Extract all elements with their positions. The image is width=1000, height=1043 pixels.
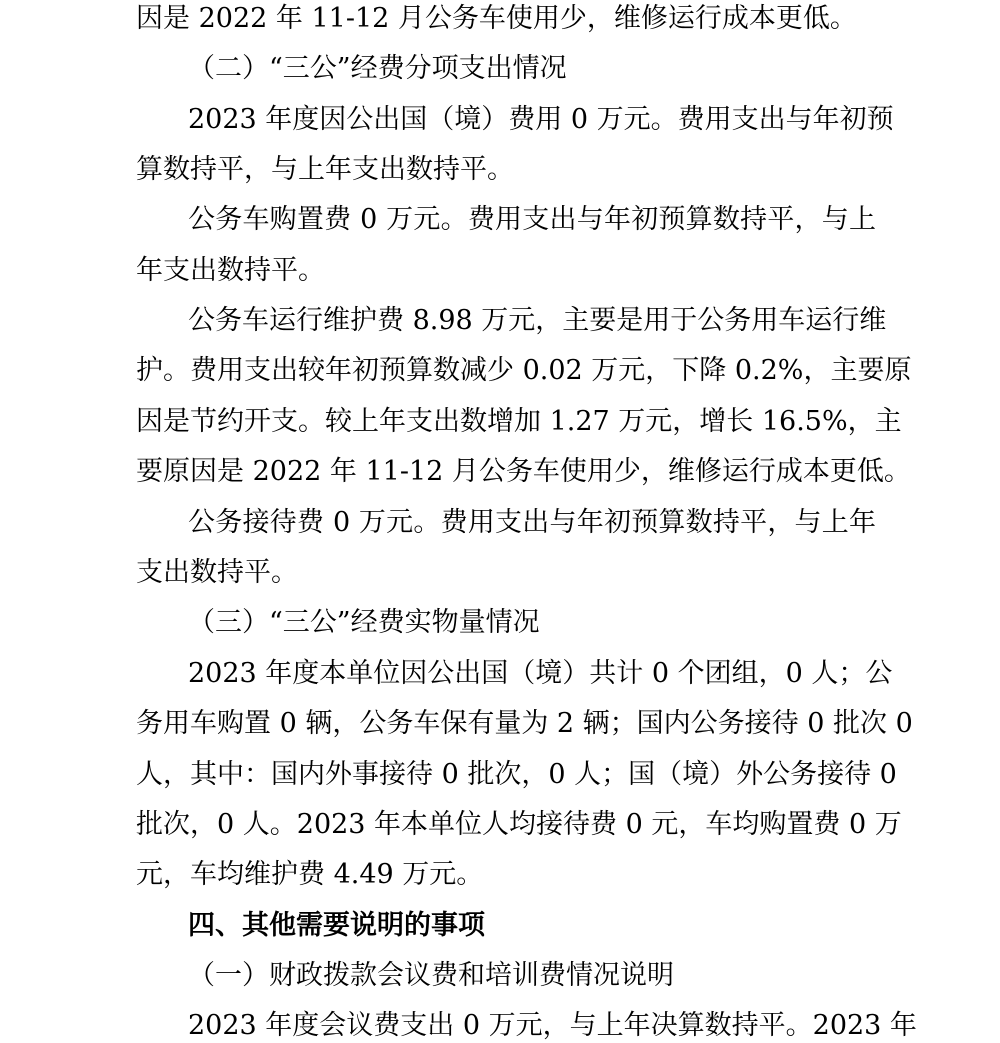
paragraph-line: 批次，0 人。2023 年本单位人均接待费 0 元，车均购置费 0 万 [136,809,902,840]
paragraph-line: 人，其中：国内外事接待 0 批次，0 人；国（境）外公务接待 0 [136,759,897,790]
paragraph-line: 年支出数持平。 [136,255,325,286]
section-heading: （二）“三公”经费分项支出情况 [188,53,567,84]
paragraph-line: 要原因是 2022 年 11-12 月公务车使用少，维修运行成本更低。 [136,456,911,487]
paragraph-line: 元，车均维护费 4.49 万元。 [136,859,484,890]
paragraph-line: 2023 年度本单位因公出国（境）共计 0 个团组，0 人；公 [188,658,893,689]
paragraph-line: 公务车购置费 0 万元。费用支出与年初预算数持平，与上 [188,204,876,235]
paragraph-line: 算数持平，与上年支出数持平。 [136,154,514,185]
section-heading: （三）“三公”经费实物量情况 [188,607,540,638]
paragraph-line: 护。费用支出较年初预算数减少 0.02 万元，下降 0.2%，主要原 [136,355,912,386]
paragraph-line: 支出数持平。 [136,557,298,588]
paragraph-line: 因是节约开支。较上年支出数增加 1.27 万元，增长 16.5%，主 [136,406,902,437]
paragraph-line: 因是 2022 年 11-12 月公务车使用少，维修运行成本更低。 [136,3,857,34]
paragraph-line: 公务接待费 0 万元。费用支出与年初预算数持平，与上年 [188,507,876,538]
paragraph-line: 2023 年度会议费支出 0 万元，与上年决算数持平。2023 年 [188,1010,917,1041]
paragraph-line: 2023 年度因公出国（境）费用 0 万元。费用支出与年初预 [188,104,894,135]
paragraph-line: 公务车运行维护费 8.98 万元，主要是用于公务用车运行维 [188,305,887,336]
paragraph-line: 务用车购置 0 辆，公务车保有量为 2 辆；国内公务接待 0 批次 0 [136,708,913,739]
section-heading: （一）财政拨款会议费和培训费情况说明 [188,960,674,991]
chapter-heading: 四、其他需要说明的事项 [188,910,485,941]
